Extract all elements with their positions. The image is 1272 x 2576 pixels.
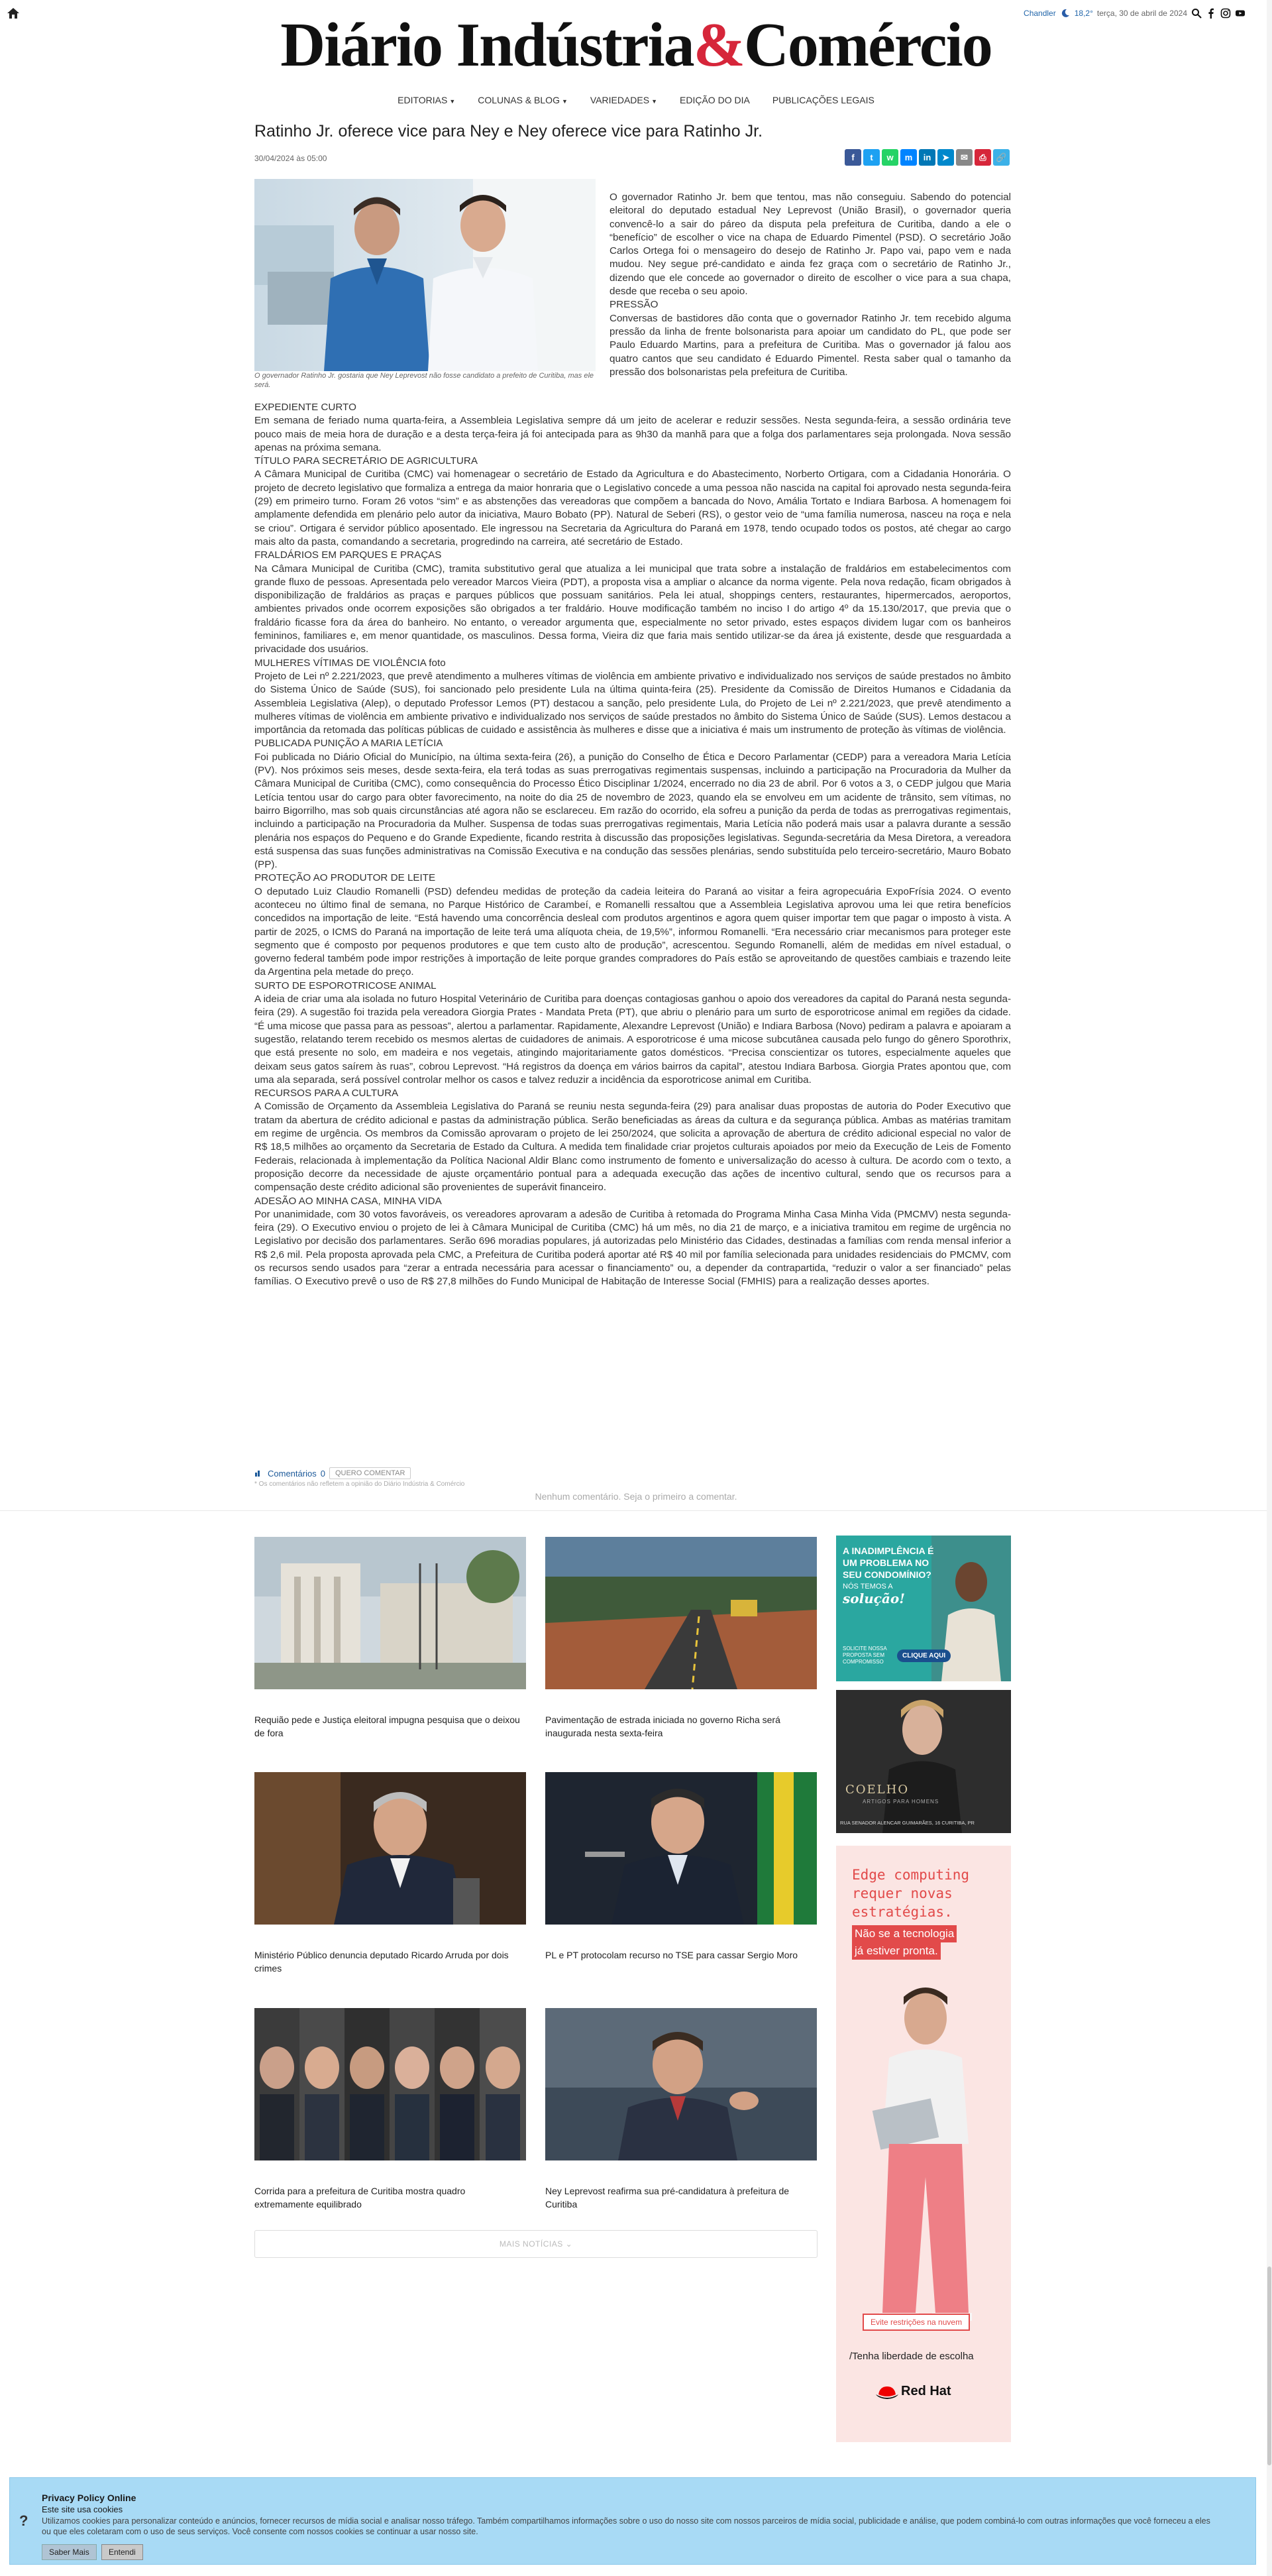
cookie-text: Utilizamos cookies para personalizar conteúdo e anúncios, fornecer recursos de mídia social e analisar nosso tráfego. Também compartilhamos informações sobre o uso do nosso site com nossos parceiros de mídia social, publicidade e análise, que podem combiná-lo com outras informações que você forneceu a eles ou que eles coletaram com o uso de seus serviços. Você consente com nossos cookies se continuar a usar nosso site. xyxy=(42,2516,1210,2536)
print-share-icon[interactable]: ⎙ xyxy=(975,149,991,166)
ad1-cta-button[interactable]: CLIQUE AQUI xyxy=(897,1650,951,1662)
comments-icon xyxy=(254,1469,264,1477)
section-heading: PUBLICADA PUNIÇÃO A MARIA LETÍCIA xyxy=(254,738,443,750)
nav-item-variedades[interactable] xyxy=(590,95,657,105)
linkedin-share-icon[interactable]: in xyxy=(919,149,935,166)
weather-city[interactable]: Chandler xyxy=(1024,9,1056,18)
article-body xyxy=(254,401,1011,1289)
ad2-tagline: ARTIGOS PARA HOMENS xyxy=(863,1799,939,1805)
current-date: terça, 30 de abril de 2024 xyxy=(1096,9,1187,18)
news-thumbnail xyxy=(254,1537,526,1689)
news-thumbnail xyxy=(545,2008,817,2160)
ad-model-image xyxy=(863,1978,988,2323)
section-divider xyxy=(0,1510,1272,1511)
more-news-button[interactable] xyxy=(254,2230,818,2258)
news-title[interactable]: PL e PT protocolam recurso no TSE para cassar Sergio Moro xyxy=(545,1950,798,1960)
news-title[interactable]: Ministério Público denuncia deputado Ricardo Arruda por dois crimes xyxy=(254,1950,509,1974)
article-lead xyxy=(610,191,1011,379)
ad1-line5: solução! xyxy=(843,1591,905,1606)
section-heading: FRALDÁRIOS EM PARQUES E PRAÇAS xyxy=(254,549,442,561)
news-card[interactable] xyxy=(254,1772,526,1975)
nav-item-colunas-blog[interactable] xyxy=(478,95,568,105)
ad2-brand: COELHO xyxy=(845,1783,910,1797)
nav-item-publicacoes-legais[interactable]: PUBLICAÇÕES LEGAIS xyxy=(772,95,874,105)
nav-item-edicao-do-dia[interactable]: EDIÇÃO DO DIA xyxy=(680,95,750,105)
photo-caption: O governador Ratinho Jr. gostaria que Ney Leprevost não fosse candidato a prefeito de Curitiba, mas ele será. xyxy=(254,372,594,389)
ad3-line3: estratégias. xyxy=(852,1904,953,1920)
lead-subheading: PRESSÃO xyxy=(610,299,659,311)
ad1-line4: NÓS TEMOS A xyxy=(843,1583,893,1591)
body-paragraph: A Comissão de Orçamento da Assembleia Legislativa do Paraná se reuniu nesta segunda-feira (29) para analisar duas propostas de autoria do Poder Executivo que tratam da abertura de crédito adicional e pastas da administração pública. Serão beneficiadas as áreas da cultura e da segurança pública. Ambas as matérias tramitam em regime de urgência. Os membros da Comissão aprovaram o projeto de lei 250/2024, que solicita a aprovação de abertura de crédito adicional especial no valor de R$ 18,5 milhões ao orçamento da Secretaria de Estado da Cultura. A medida tem finalidade criar projetos culturais apoiados por meio da Execução de Leis de Fomento Federais, relacionada à implementação da Política Nacional Aldir Blanc como instrumento de fomento e universalização do acesso à cultura. De acordo com o texto, a proposição decorre da necessidade de ajuste orçamentário pontual para a adequada execução das ações de incentivo cultural, sendo que os recursos para a compensação deste crédito adicional são provenientes de superávit financeiro. xyxy=(254,1101,1011,1194)
ad3-line1: Edge computing xyxy=(852,1867,970,1883)
accept-cookies-button[interactable]: Entendi xyxy=(101,2544,143,2560)
news-title[interactable]: Pavimentação de estrada iniciada no governo Richa será inaugurada nesta sexta-feira xyxy=(545,1714,780,1738)
messenger-share-icon[interactable]: m xyxy=(900,149,917,166)
body-paragraph: O deputado Luiz Claudio Romanelli (PSD) defendeu medidas de proteção da cadeia leiteira do Paraná ao visitar a feira agropecuária ExpoFrísia 2024. O evento aconteceu no último final de semana, no Parque Histórico de Carambeí, e Romanelli ressaltou que a Assembleia Legislativa aprovou uma lei que retira benefícios concedidos na importação de leite. “Está havendo uma concorrência desleal com produtos argentinos e agora quem quiser importar tem que pagar o imposto à vista. A partir de 2025, o ICMS do Paraná na importação de leite terá uma alíquota cheia, de 19,5%”, informou Romanelli. “Era necessário criar mecanismos para proteger este segmento que é composto por pequenos produtores e que tem custo alto de produção”, acrescentou. Segundo Romanelli, além de medidas em nível estadual, o governo federal também pode impor restrições à importação de leite porque grandes compradores do País estão se aproveitando de questões cambiais e trazendo leite da Argentina pela metade do preço. xyxy=(254,885,1011,978)
section-heading: MULHERES VÍTIMAS DE VIOLÊNCIA foto xyxy=(254,657,446,669)
lead-paragraph: O governador Ratinho Jr. bem que tentou, mas não conseguiu. Sabendo do potencial eleitoral do deputado estadual Ney Leprevost (União Brasil), o governador queria convencê-lo a sair do páreo da disputa pela prefeitura de Curitiba, dando a ele o “benefício” de escolher o vice na chapa de Eduardo Pimentel (PSD). O secretário João Carlos Ortega foi o mensageiro do desejo de Ratinho Jr. Papo vai, papo vem e nada mudou. Ney segue pré-candidato e ainda fez graça com o secretário de Ratinho Jr., dizendo que ele concede ao governador o direito de escolher o vice para a sua chapa, desde que receba o seu apoio. xyxy=(610,192,1011,298)
ad1-line3: SEU CONDOMÍNIO? xyxy=(843,1569,931,1580)
facebook-share-icon[interactable]: f xyxy=(845,149,861,166)
ad1-small-text: SOLICITE NOSSA PROPOSTA SEM COMPROMISSO xyxy=(843,1646,887,1665)
copy-link-icon[interactable]: 🔗 xyxy=(993,149,1010,166)
scrollbar-thumb[interactable] xyxy=(1267,2267,1271,2465)
chevron-down-icon: ▼ xyxy=(651,98,658,105)
news-thumbnail xyxy=(545,1772,817,1925)
body-paragraph: Na Câmara Municipal de Curitiba (CMC), tramita substitutivo geral que atualiza a lei municipal que trata sobre a instalação de fraldários em estabelecimentos com grande fluxo de pessoas. Apresentada pelo vereador Marcos Vieira (PDT), a proposta visa a ampliar o alcance da norma vigente. Pela nova redação, ficam obrigados à disponibilização de fraldários as praças e parques públicos que possuam sanitários. Pela lei atual, shoppings centers, restaurantes, hipermercados, aeroportos, ambientes privados onde ocorrem exposições são obrigados a ter fraldário. Houve modificação também no inciso I do artigo 4º da 15.130/2017, que previa que o fraldário ficasse fora da área do banheiro. No entanto, o vereador argumenta que, especialmente no setor privado, estes espaços dividem lugar com os banheiros femininos, familiares e, em menor quantidade, os masculinos. Dessa forma, Vieira diz que faria mais sentido utilizar-se da área já existente, desde que resguardada a privacidade dos usuários. xyxy=(254,563,1011,655)
ad2-address: RUA SENADOR ALENCAR GUIMARÃES, 16 CURITIBA, PR xyxy=(840,1820,975,1826)
section-heading: SURTO DE ESPOROTRICOSE ANIMAL xyxy=(254,980,437,991)
section-heading: TÍTULO PARA SECRETÁRIO DE AGRICULTURA xyxy=(254,455,478,467)
main-nav xyxy=(0,95,1272,105)
body-paragraph: A ideia de criar uma ala isolada no futuro Hospital Veterinário de Curitiba para doenças contagiosas ganhou o apoio dos vereadores da capital do Paraná nesta segunda-feira (29). A sugestão foi trazida pela vereadora Giorgia Prates - Mandata Preta (PT), que abriu o plenário para um surto de esporotricose animal em regiões da cidade. “É uma micose que passa para as pessoas”, alertou a parlamentar. Rapidamente, Alexandre Leprevost (União) e Indiara Barbosa (Novo) pediram a palavra e apoiaram a sugestão, relatando terem recebido os mesmos alertas de cuidadores de animais. A esporotricose é uma micose subcutânea causada pelo fungo do gênero Sporothrix, que está presente no solo, em madeira e nos vegetais, atingindo majoritariamente gatos domésticos. “Precisa conscientizar os tutores, especialmente aqueles que deixam seus gatos saírem às ruas”, cobrou Leprevost. “Há registros da doença em vários bairros da capital”, atestou Indiara Barbosa. Giorgia Prates apontou que, com uma ala separada, será possível controlar melhor os casos e talvez reduzir a incidência da esporotricose animal em Curitiba. xyxy=(254,993,1011,1086)
scrollbar-track[interactable] xyxy=(1267,0,1272,2576)
twitter-share-icon[interactable]: t xyxy=(863,149,880,166)
ad-banner-redhat[interactable] xyxy=(836,1846,1011,2442)
news-title[interactable]: Ney Leprevost reafirma sua pré-candidatura à prefeitura de Curitiba xyxy=(545,2186,790,2210)
article-title: Ratinho Jr. oferece vice para Ney e Ney oferece vice para Ratinho Jr. xyxy=(254,122,763,140)
nav-item-label: COLUNAS & BLOG xyxy=(478,95,560,105)
news-thumbnail xyxy=(254,2008,526,2160)
telegram-share-icon[interactable]: ➤ xyxy=(937,149,954,166)
nav-item-label: VARIEDADES xyxy=(590,95,650,105)
cookie-subtitle: Este site usa cookies xyxy=(42,2504,123,2514)
nav-item-editorias[interactable] xyxy=(398,95,455,105)
whatsapp-share-icon[interactable]: w xyxy=(882,149,898,166)
news-thumbnail xyxy=(254,1772,526,1925)
body-paragraph: Projeto de Lei nº 2.221/2023, que prevê atendimento a mulheres vítimas de violência em ambiente privativo e individualizado nos serviços de saúde prestados no âmbito do Sistema Único de Saúde (SUS), foi sancionado pelo presidente Lula na última quinta-feira (25). Presidente da Comissão de Direitos Humanos e Cidadania da Assembleia Legislativa (Alep), o deputado Professor Lemos (PT) destacou a sanção, pelo presidente Lula, do Projeto de Lei nº 2.221/2023, que prevê atendimento a mulheres vítimas de violência em ambiente privativo e individualizado nos serviços de saúde prestados no âmbito do Sistema Único de Saúde (SUS). Lemos destacou a importância da retomada das políticas públicas de cuidado e assistência às mulheres e disse que a iniciativa é mais um instrumento de proteção às vítimas de violência. xyxy=(254,670,1011,736)
cookie-title: Privacy Policy Online xyxy=(42,2492,136,2503)
ad-banner-coelho[interactable] xyxy=(836,1690,1011,1833)
nav-item-label: EDITORIAS xyxy=(398,95,448,105)
news-card[interactable] xyxy=(254,1537,526,1740)
cookie-banner xyxy=(9,2477,1256,2565)
help-icon: ? xyxy=(19,2512,28,2529)
article-photo xyxy=(254,179,596,371)
site-logo[interactable] xyxy=(0,12,1272,78)
redhat-logo-icon xyxy=(876,2382,898,2400)
news-card[interactable] xyxy=(545,1772,817,1962)
ad3-highlight2: já estiver pronta. xyxy=(852,1942,941,1960)
ad1-line1: A INADIMPLÊNCIA É xyxy=(843,1545,934,1556)
chevron-down-icon: ⌄ xyxy=(565,2239,573,2249)
news-card[interactable] xyxy=(545,2008,817,2211)
chevron-down-icon: ▼ xyxy=(561,98,568,105)
body-paragraph: A Câmara Municipal de Curitiba (CMC) vai homenagear o secretário de Estado da Agricultura e do Abastecimento, Norberto Ortigara, com a Cidadania Honorária. O projeto de decreto legislativo que formaliza a entrega da maior honraria que o Legislativo concede a uma pessoa não nascida na capital foi aprovado nesta segunda-feira (29) em primeiro turno. Foram 26 votos “sim” e as abstenções das vereadoras que compõem a bancada do Novo, Amália Tortato e Indiara Barbosa. A homenagem foi amplamente defendida em plenário pelo autor da iniciativa, Mauro Bobato (PP). Natural de Seberi (RS), o gestor veio de “uma família numerosa, nasceu na roça e nela se criou”. Ortigara é servidor público aposentado. Ele ingressou na Secretaria da Agricultura do Paraná em 1978, tendo ocupado todos os postos, até chegar ao cargo mais alto da pasta, comandando a secretaria, progredindo na carreira, até secretário de Estado. xyxy=(254,469,1011,547)
ad3-line2: requer novas xyxy=(852,1885,953,1901)
comments-label: Comentários xyxy=(268,1468,317,1479)
news-title[interactable]: Requião pede e Justiça eleitoral impugna pesquisa que o deixou de fora xyxy=(254,1714,520,1738)
ad3-cta-button[interactable]: Evite restrições na nuvem xyxy=(863,2314,970,2331)
ad3-brand: Red Hat xyxy=(901,2384,951,2398)
comments-bar xyxy=(254,1467,411,1479)
ad-banner-condominio[interactable] xyxy=(836,1536,1011,1681)
section-heading: EXPEDIENTE CURTO xyxy=(254,402,356,413)
ad3-highlight1: Não se a tecnologia xyxy=(852,1925,957,1942)
news-card[interactable] xyxy=(254,2008,526,2211)
logo-ampersand: & xyxy=(693,11,744,80)
logo-part-1: Diário Indústria xyxy=(280,11,694,80)
ad-model-image xyxy=(869,1690,975,1833)
more-news-label: MAIS NOTÍCIAS xyxy=(499,2239,563,2249)
logo-part-2: Comércio xyxy=(744,11,992,80)
section-heading: ADESÃO AO MINHA CASA, MINHA VIDA xyxy=(254,1195,442,1207)
lead-paragraph: Conversas de bastidores dão conta que o governador Ratinho Jr. tem recebido alguma pressão da linha de frente bolsonarista para apoiar um candidato do PL, que pode ser Paulo Eduardo Martins, para a prefeitura de Curitiba. Mas o governador já falou aos quatro cantos que seu candidato é Eduardo Pimentel. Resta saber qual o tamanho da pressão dos bolsonaristas pela prefeitura de Curitiba. xyxy=(610,312,1011,378)
news-thumbnail xyxy=(545,1537,817,1689)
body-paragraph: Foi publicada no Diário Oficial do Município, na última sexta-feira (26), a punição do Conselho de Ética e Decoro Parlamentar (CEDP) para a vereadora Maria Letícia (PV). Nos próximos seis meses, desde sexta-feira, ela terá todas as suas prerrogativas regimentais suspensas, incluindo a participação na Procuradoria da Mulher da Câmara Municipal de Curitiba (CMC), como consequência do Processo Ético Disciplinar 1/2024, encerrado no dia 23 de abril. Por 6 votos a 3, o CEDP julgou que Maria Letícia tentou usar do cargo para obter favorecimento, na noite do dia 25 de novembro de 2023, quando ela se envolveu em um acidente de trânsito, sem vítimas, no bairro Bigorrilho, mas sob quais circunstâncias até agora não se esclareceu. Em razão do ocorrido, ela sofreu a punição da perda de todas as prerrogativas regimentais, incluindo a participação na Procuradoria da Mulher. Suspensa de todas suas prerrogativas regimentais, Maria Letícia não poderá mais usar a palavra durante a sessão plenária nos espaços do Pequeno e do Grande Expediente, ficando restrita à discussão das proposições legislativas. Segunda-secretária da Mesa Diretora, a vereadora está suspensa das suas funções administrativas na Comissão Executiva e na condução das sessões plenárias, sendo substituída pelo terceiro-secretário, Mauro Bobato (PP). xyxy=(254,751,1011,871)
section-heading: PROTEÇÃO AO PRODUTOR DE LEITE xyxy=(254,872,436,884)
comments-disclaimer: * Os comentários não refletem a opinião do Diário Indústria & Comércio xyxy=(254,1481,465,1488)
share-bar xyxy=(845,149,1010,166)
chevron-down-icon: ▼ xyxy=(449,98,456,105)
ad1-line2: UM PROBLEMA NO xyxy=(843,1557,929,1568)
write-comment-button[interactable]: QUERO COMENTAR xyxy=(329,1467,411,1479)
comments-count: 0 xyxy=(320,1468,325,1479)
learn-more-button[interactable]: Saber Mais xyxy=(42,2544,97,2560)
weather-temperature: 18,2° xyxy=(1074,9,1093,18)
ad3-slogan: /Tenha liberdade de escolha xyxy=(849,2351,974,2362)
email-share-icon[interactable]: ✉ xyxy=(956,149,973,166)
article-date: 30/04/2024 às 05:00 xyxy=(254,154,327,163)
no-comments-message: Nenhum comentário. Seja o primeiro a comentar. xyxy=(535,1491,737,1502)
section-heading: RECURSOS PARA A CULTURA xyxy=(254,1088,399,1099)
body-paragraph: Por unanimidade, com 30 votos favoráveis, os vereadores aprovaram a adesão de Curitiba à retomada do Programa Minha Casa Minha Vida (PMCMV) nesta segunda-feira (29). O Executivo enviou o projeto de lei à Câmara Municipal de Curitiba (CMC) há um mês, no dia 21 de março, e a iniciativa tramitou em regime de urgência no Legislativo por decisão dos parlamentares. Serão 696 moradias populares, já autorizadas pelo Ministério das Cidades, destinadas a famílias com renda mensal inferior a R$ 2,6 mil. Pela proposta aprovada pela CMC, a Prefeitura de Curitiba poderá aportar até R$ 40 mil por família selecionada para unidades residenciais do PMCMV, com os recursos sendo usados para “zerar a entrada necessária para acessar o financiamento” ou, a depender da contrapartida, “reduzir o valor a ser financiado” pelas famílias. O Executivo prevê o uso de R$ 27,8 milhões do Fundo Municipal de Habitação de Interesse Social (FMHIS) para a realização desses aportes. xyxy=(254,1208,1011,1288)
news-title[interactable]: Corrida para a prefeitura de Curitiba mostra quadro extremamente equilibrado xyxy=(254,2186,466,2210)
news-card[interactable] xyxy=(545,1537,817,1740)
body-paragraph: Em semana de feriado numa quarta-feira, a Assembleia Legislativa sempre dá um jeito de acelerar e reduzir sessões. Nesta segunda-feira, a sessão ordinária teve pouco mais de meia hora de duração e a desta terça-feira já foi antecipada para as 9h30 da manhã para que a folga dos parlamentares seja prolongada. Nova sessão apenas na próxima semana. xyxy=(254,415,1011,453)
